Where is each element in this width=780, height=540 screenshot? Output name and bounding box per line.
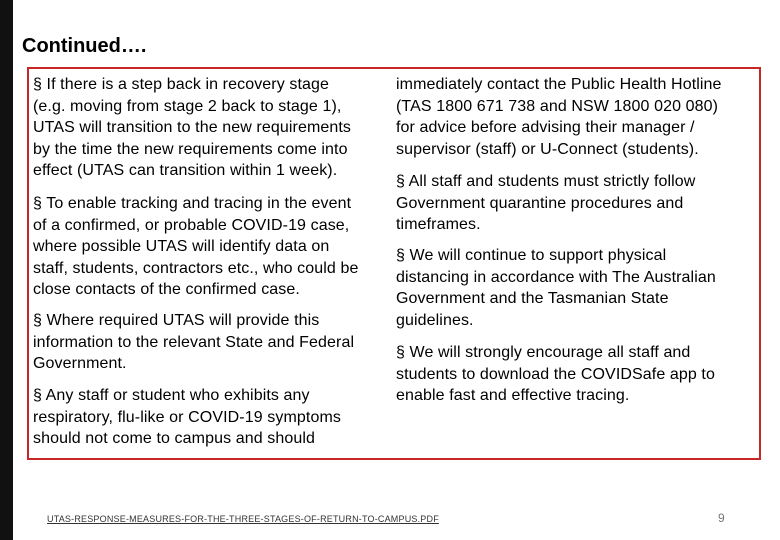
text-line: should not come to campus and should [33, 430, 315, 447]
slide-title: Continued…. [22, 35, 147, 57]
text-line: enable fast and effective tracing. [396, 387, 630, 404]
text-line: § All staff and students must strictly follow [396, 173, 696, 190]
left-edge-bar [0, 0, 13, 540]
text-line: respiratory, flu-like or COVID-19 symptoms [33, 408, 341, 426]
text-line: immediately contact the Public Health Hotline [396, 76, 722, 93]
right-paragraph-2 [396, 171, 695, 236]
right-paragraph-4 [396, 342, 715, 407]
left-paragraph-2 [33, 193, 358, 301]
text-line: § Any staff or student who exhibits any [33, 387, 310, 404]
text-line: for advice before advising their manager / [396, 119, 695, 136]
text-line: information to the relevant State and Federal [33, 333, 355, 351]
text-line: supervisor (staff) or U-Connect (students). [396, 140, 699, 158]
text-line: Government. [33, 355, 127, 372]
left-paragraph-4 [33, 385, 341, 450]
text-line: by the time the new requirements come into [33, 140, 348, 158]
page-number: 9 [718, 511, 725, 525]
source-document-link[interactable]: UTAS-RESPONSE-MEASURES-FOR-THE-THREE-STAGES-OF-RETURN-TO-CAMPUS.PDF [47, 514, 439, 524]
text-line: § If there is a step back in recovery stage [33, 76, 330, 93]
text-line: § To enable tracking and tracing in the event [33, 195, 352, 212]
text-line: of a confirmed, or probable COVID-19 case, [33, 216, 350, 234]
text-line: distancing in accordance with The Australian [396, 268, 716, 286]
text-line: Government and the Tasmanian State [396, 290, 669, 307]
text-line: timeframes. [396, 216, 481, 233]
left-paragraph-1 [33, 74, 351, 182]
right-paragraph-1 [396, 74, 722, 160]
text-line: UTAS will transition to the new requirements [33, 119, 352, 136]
text-line: close contacts of the confirmed case. [33, 281, 300, 298]
text-line: (TAS 1800 671 738 and NSW 1800 020 080) [396, 97, 719, 115]
text-line: effect (UTAS can transition within 1 week). [33, 162, 338, 179]
text-line: students to download the COVIDSafe app to [396, 365, 715, 383]
text-line: guidelines. [396, 311, 474, 329]
text-line: staff, students, contractors etc., who could be [33, 259, 359, 277]
left-paragraph-3 [33, 310, 354, 375]
text-line: where possible UTAS will identify data on [33, 238, 330, 255]
text-line: § Where required UTAS will provide this [33, 312, 320, 329]
text-line: (e.g. moving from stage 2 back to stage 1), [33, 97, 342, 115]
right-paragraph-3 [396, 245, 716, 331]
text-line: § We will strongly encourage all staff and [396, 344, 691, 361]
text-line: Government quarantine procedures and [396, 194, 684, 212]
text-line: § We will continue to support physical [396, 247, 667, 264]
